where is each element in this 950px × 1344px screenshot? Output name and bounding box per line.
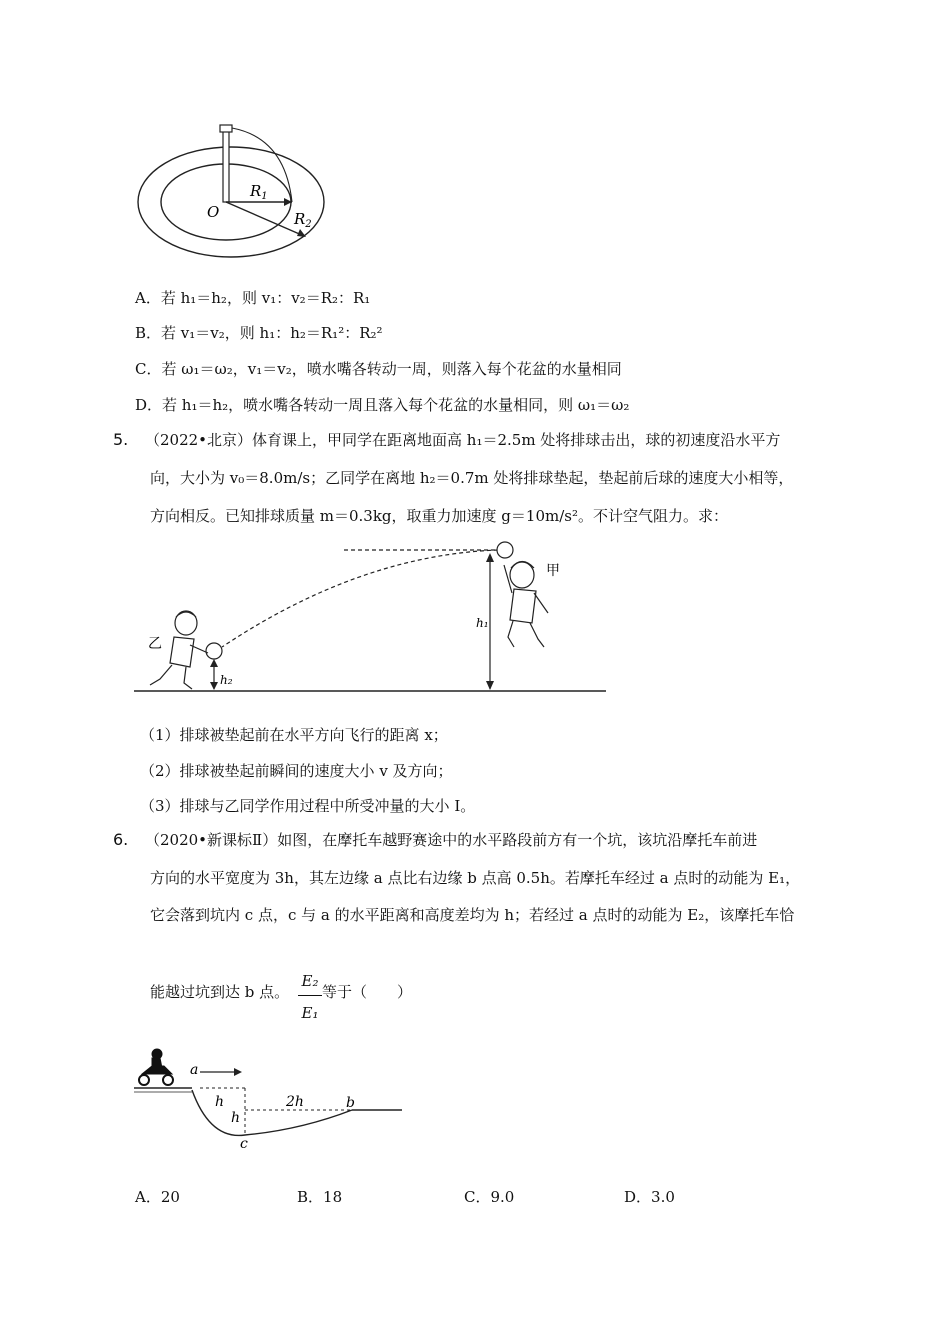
nozzle-head (220, 125, 232, 132)
q5-line-2: 向，大小为 v₀＝8.0m/s；乙同学在离地 h₂＝0.7m 处将排球垫起，垫起前后球的速度大小相等， (150, 469, 794, 487)
svg-text:R2: $R_2$ (294, 210, 312, 230)
q4-option-c: C．若 ω₁＝ω₂，v₁＝v₂，喷水嘴各转动一周，则落入每个花盆的水量相同 (135, 360, 622, 378)
svg-text:R1: $R_1$ (250, 182, 268, 202)
q5-sub-2: （2）排球被垫起前瞬间的速度大小 v 及方向； (140, 762, 453, 780)
label-h2: h₂ (220, 673, 233, 687)
label-h-top: h (215, 1094, 225, 1110)
q6-option-b: B．18 (297, 1188, 343, 1206)
motorcycle-icon (139, 1049, 173, 1085)
label-r2: R (294, 210, 306, 228)
label-h1: h₁ (476, 616, 489, 630)
q6-option-c: C．9.0 (464, 1188, 515, 1206)
q4-option-a: A．若 h₁＝h₂，则 v₁：v₂＝R₂：R₁ (135, 289, 371, 307)
q5-number: 5. (113, 430, 129, 449)
nozzle-pole (223, 130, 229, 202)
q4-option-b: B．若 v₁＝v₂，则 h₁：h₂＝R₁²：R₂² (135, 324, 383, 342)
volleyball-figure (130, 535, 610, 700)
label-o: O (207, 203, 220, 221)
label-b: b (346, 1095, 355, 1111)
q6-number: 6. (113, 830, 129, 849)
q5-sub-3: （3）排球与乙同学作用过程中所受冲量的大小 I。 (140, 797, 476, 815)
q6-option-a: A．20 (135, 1188, 180, 1206)
fraction-denominator: E₁ (301, 1004, 319, 1022)
label-h-left: h (231, 1110, 241, 1126)
label-yi: 乙 (148, 636, 162, 652)
q6-line-3: 它会落到坑内 c 点，c 与 a 的水平距离和高度差均为 h；若经过 a 点时的动能为 E₂，该摩托车恰 (150, 906, 795, 924)
student-jia-figure (504, 562, 548, 648)
fraction-bar (298, 995, 322, 996)
q5-line-3: 方向相反。已知排球质量 m＝0.3kg，取重力加速度 g＝10m/s²。不计空气阻力。求： (150, 507, 728, 525)
q6-line-2: 方向的水平宽度为 3h，其左边缘 a 点比右边缘 b 点高 0.5h。若摩托车经过 a 点时的动能为 E₁， (150, 869, 801, 887)
q6-option-d: D．3.0 (624, 1188, 675, 1206)
ball-yi (206, 643, 222, 659)
fraction-numerator: E₂ (301, 972, 319, 990)
q6-line-1: （2020•新课标Ⅱ）如图，在摩托车越野赛途中的水平路段前方有一个坑，该坑沿摩托车前进 (145, 831, 758, 849)
q5-line-1: （2022•北京）体育课上，甲同学在距离地面高 h₁＝2.5m 处将排球击出，球的初速度沿水平方 (145, 431, 781, 449)
label-a: a (190, 1062, 199, 1078)
label-2h: 2h (286, 1094, 304, 1110)
ball-trajectory-dashed (222, 550, 498, 647)
radius-r2-arrow (226, 202, 304, 236)
ball-jia (497, 542, 513, 558)
q4-option-d: D．若 h₁＝h₂，喷水嘴各转动一周且落入每个花盆的水量相同，则 ω₁＝ω₂ (135, 396, 630, 414)
sprinkler-ring-figure (130, 118, 360, 268)
motorcycle-pit-figure (130, 1040, 410, 1155)
label-jia: 甲 (546, 563, 560, 579)
label-r1: R (250, 182, 262, 200)
q6-line-4-post: 等于（ ） (322, 983, 413, 1001)
q6-line-4-pre: 能越过坑到达 b 点。 (150, 983, 290, 1001)
label-c: c (240, 1136, 248, 1152)
q5-sub-1: （1）排球被垫起前在水平方向飞行的距离 x； (140, 726, 448, 744)
